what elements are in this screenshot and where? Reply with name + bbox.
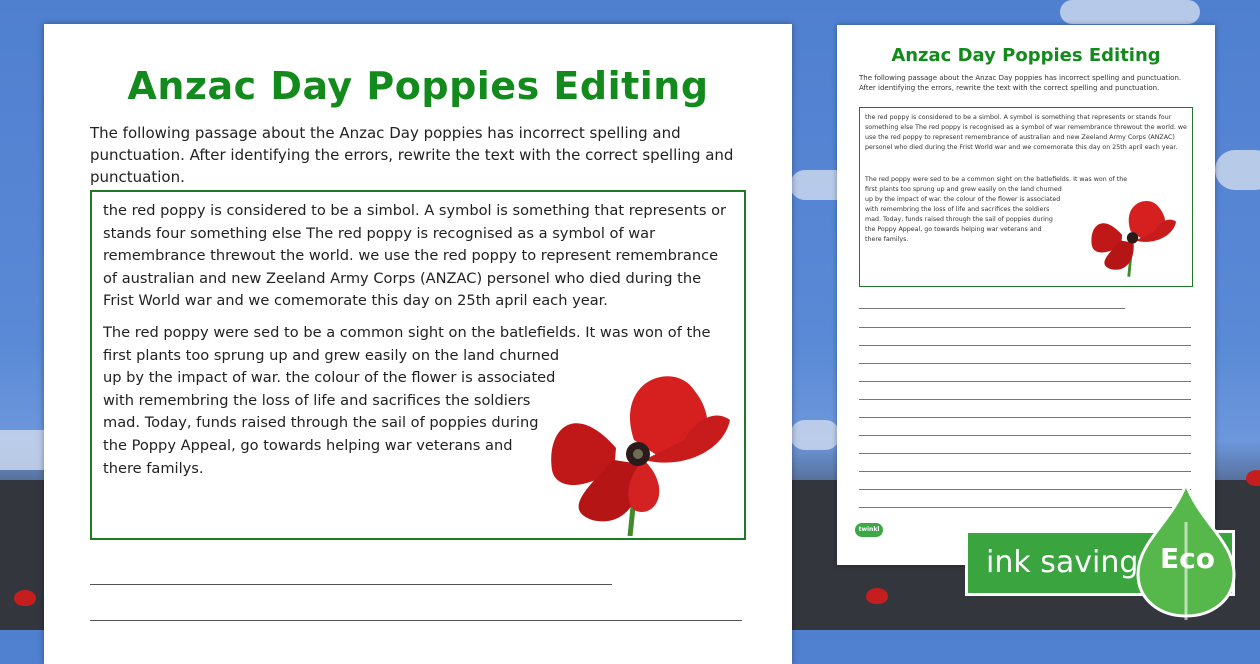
thumbnail-answer-line xyxy=(859,399,1191,400)
poppy-illustration xyxy=(544,360,734,536)
answer-line[interactable] xyxy=(90,620,742,621)
thumbnail-answer-line xyxy=(859,363,1191,364)
thumbnail-line: first plants too sprung up and grew easily on the land churned xyxy=(865,186,1062,193)
passage-line: there familys. xyxy=(103,459,204,477)
thumbnail-line: the Poppy Appeal, go towards helping war veterans and xyxy=(865,226,1042,233)
thumbnail-answer-line xyxy=(859,435,1191,436)
worksheet-instructions: The following passage about the Anzac Day poppies has incorrect spelling and punctuation. After identifying the errors, rewrite the text with the correct spelling and punctuation. xyxy=(90,124,734,186)
background-cloud xyxy=(790,420,840,450)
thumbnail-paragraph-1: the red poppy is considered to be a simbol. A symbol is something that represents or stands four something else The red poppy is recognised as a symbol of war remembrance threwout the world. we use the red poppy to represent remembrance of australian and new Zeeland Army Corps (ANZAC) personel who died during the Frist World war and we comemorate this day on 25th april each year. xyxy=(865,114,1187,151)
thumbnail-line: there familys. xyxy=(865,236,909,243)
thumbnail-line: up by the impact of war. the colour of the flower is associated xyxy=(865,196,1061,203)
twinkl-logo: twinkl xyxy=(855,523,883,537)
worksheet-page xyxy=(44,24,792,664)
thumbnail-answer-line xyxy=(859,308,1125,309)
thumbnail-line: mad. Today, funds raised through the sail of poppies during xyxy=(865,216,1053,223)
thumbnail-instructions: The following passage about the Anzac Day poppies has incorrect spelling and punctuation. After identifying the errors, rewrite the text with the correct spelling and punctuation. xyxy=(859,74,1182,92)
passage-line: up by the impact of war. the colour of the flower is associated xyxy=(103,369,556,387)
thumbnail-answer-line xyxy=(859,417,1191,418)
thumbnail-line: with remembring the loss of life and sacrifices the soldiers xyxy=(865,206,1050,213)
background-cloud xyxy=(1215,150,1260,190)
passage-line: mad. Today, funds raised through the sail of poppies during xyxy=(103,414,539,432)
thumbnail-answer-line xyxy=(859,345,1191,346)
passage-line: The red poppy were sed to be a common sight on the batlefields. It was won of the xyxy=(103,324,711,341)
thumbnail-answer-line xyxy=(859,381,1191,382)
passage-paragraph-1: the red poppy is considered to be a simbol. A symbol is something that represents or stands four something else The red poppy is recognised as a symbol of war remembrance threwout the world. we use the red poppy to represent remembrance of australian and new Zeeland Army Corps (ANZAC) personel who died during the Frist World war and we comemorate this day on 25th april each year. xyxy=(103,202,726,310)
thumbnail-poppy-illustration xyxy=(1088,190,1178,280)
passage-line: the Poppy Appeal, go towards helping war veterans and xyxy=(103,436,513,454)
background-poppy xyxy=(14,590,36,606)
thumbnail-answer-line xyxy=(859,471,1191,472)
answer-line[interactable] xyxy=(90,584,612,585)
passage-line: with remembring the loss of life and sacrifices the soldiers xyxy=(103,391,531,409)
thumbnail-answer-line xyxy=(859,453,1191,454)
passage-line: first plants too sprung up and grew easily on the land churned xyxy=(103,346,560,364)
passage-box xyxy=(90,190,746,540)
thumbnail-line: The red poppy were sed to be a common sight on the batlefields. It was won of the xyxy=(865,176,1128,183)
worksheet-title: Anzac Day Poppies Editing xyxy=(127,64,709,108)
background-cloud xyxy=(1060,0,1200,24)
thumbnail-answer-line xyxy=(859,327,1191,328)
background-poppy xyxy=(866,588,888,604)
ink-saving-text: ink saving xyxy=(986,545,1139,580)
eco-label: Eco xyxy=(1160,542,1215,575)
background-poppy xyxy=(1246,470,1260,486)
thumbnail-passage-box xyxy=(859,107,1193,287)
thumbnail-title: Anzac Day Poppies Editing xyxy=(891,45,1161,66)
